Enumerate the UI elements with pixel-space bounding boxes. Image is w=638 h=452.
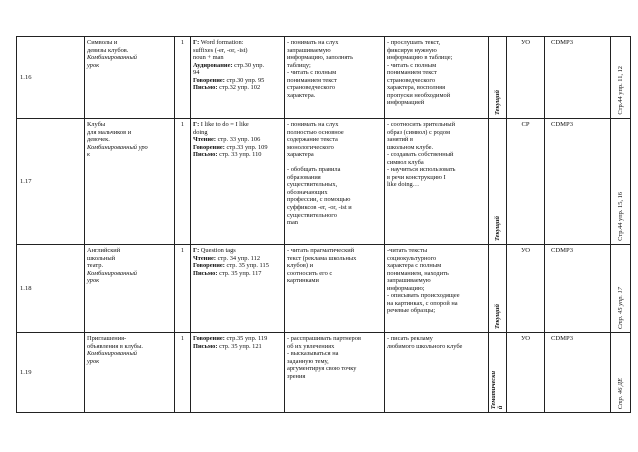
results-line: социокультурного (387, 254, 437, 262)
control-type (489, 37, 507, 119)
homework-text: Стр. 45 упр. 17 (616, 286, 624, 329)
topic-line: урок (87, 357, 100, 365)
material-label: Говорение: (193, 143, 227, 151)
skills-line: - понимать на слух (287, 121, 339, 128)
material-label: Чтение: (193, 254, 218, 262)
skills-line: - высказываться на (287, 350, 339, 358)
results-line: - описывать происходящее (387, 292, 460, 300)
control-form: УО (507, 37, 545, 119)
skills-line: об их увлечениях (287, 342, 335, 350)
material-label: Говорение: (193, 262, 227, 270)
expected-results (385, 245, 489, 333)
skills-line: пониманием текст (287, 76, 337, 84)
material-line (193, 335, 282, 343)
material-line (193, 136, 282, 144)
material-text: doing (193, 128, 208, 136)
lesson-number: 1.19 (17, 333, 85, 413)
language-material (191, 333, 285, 413)
skills-line: образования (287, 173, 321, 181)
results-line: - соотносить зрительный (387, 121, 456, 128)
lesson-topic (85, 119, 175, 245)
material-line (193, 262, 282, 270)
lesson-plan-table (16, 36, 631, 413)
material-line (193, 144, 282, 152)
material-line (193, 84, 282, 92)
homework-text: Стр.44 упр. 11, 12 (616, 66, 624, 115)
material-label: Письмо: (193, 151, 220, 159)
skills-line: - расспрашивать партнеров (287, 335, 361, 342)
results-line: - писать рекламу (387, 335, 433, 342)
material-text: стр. 33 упр. 106 (217, 136, 261, 144)
skills-line: существительного (287, 211, 337, 219)
topic-line: для мальчиков и (87, 128, 132, 136)
hours-count: 1 (175, 37, 191, 119)
control-form: СР (507, 119, 545, 245)
material-label: Г: (193, 121, 201, 128)
homework (611, 119, 631, 245)
skills-line: характера. (287, 91, 316, 99)
media-resources: CDMP3 (545, 37, 611, 119)
material-line (193, 47, 282, 55)
skills-line: man (287, 219, 299, 227)
material-label: Письмо: (193, 269, 220, 277)
topic-line: девизы клубов. (87, 46, 129, 54)
results-line: информацию; (387, 284, 425, 292)
results-line: страноведческого (387, 76, 436, 84)
results-line: характера, восполняя (387, 84, 446, 92)
skills-line: клубов) и (287, 262, 314, 270)
material-text: стр.30 упр. (234, 61, 265, 69)
control-type-text: Тематически (490, 370, 498, 409)
hours-count: 1 (175, 333, 191, 413)
results-line: - прослушать текст, (387, 39, 441, 46)
material-line (193, 62, 282, 70)
skills-description (285, 333, 385, 413)
material-line (193, 77, 282, 85)
skills-line: информацию, заполнять (287, 54, 353, 62)
topic-line: девочек. (87, 136, 110, 144)
skills-line: содержание текста (287, 136, 338, 144)
material-line (193, 247, 282, 255)
material-label: Чтение: (193, 136, 218, 144)
language-material (191, 119, 285, 245)
skills-line: текст (реклама школьных (287, 254, 357, 262)
lesson-topic (85, 37, 175, 119)
homework (611, 37, 631, 119)
material-label: Письмо: (193, 84, 220, 92)
material-label: Г: (193, 247, 201, 254)
topic-line: Комбинированный (87, 269, 137, 277)
material-text: Word formation: (200, 39, 244, 46)
skills-line: характера (287, 151, 314, 159)
topic-line: Символы и (87, 39, 118, 46)
material-text: стр. 35 упр. 115 (226, 262, 269, 270)
control-type-text: Текущий (493, 303, 501, 329)
homework-text: Стр. 46 ДЕ (616, 377, 624, 409)
results-line: пропуски необходимой (387, 91, 451, 99)
material-label: Аудирование: (193, 61, 235, 69)
expected-results (385, 119, 489, 245)
material-text: стр.33 упр. 109 (226, 143, 268, 151)
material-line (193, 121, 282, 129)
media-resources: CDMP3 (545, 119, 611, 245)
language-material (191, 37, 285, 119)
material-text: стр. 35 упр. 117 (219, 269, 262, 277)
material-line (193, 343, 282, 351)
skills-line: профессии, с помощью (287, 196, 351, 204)
material-text: стр.32 упр. 102 (219, 84, 261, 92)
control-type-label (490, 371, 504, 409)
skills-line: монологического (287, 143, 334, 151)
results-line: запрашиваемую (387, 277, 431, 285)
material-text: стр. 35 упр. 121 (219, 342, 262, 350)
skills-line: запрашиваемую (287, 46, 331, 54)
language-material (191, 245, 285, 333)
material-label: Г: (193, 39, 201, 46)
material-label: Говорение: (193, 335, 227, 342)
material-line (193, 54, 282, 62)
lesson-topic (85, 333, 175, 413)
results-line: фиксируя нужную (387, 46, 437, 54)
table-row (17, 245, 631, 333)
topic-line: урок (87, 277, 100, 285)
skills-line: таблицу; (287, 61, 311, 69)
material-line (193, 270, 282, 278)
lesson-number: 1.16 (17, 37, 85, 119)
results-line: любимого школьного клубе (387, 342, 463, 350)
skills-line: - понимать на слух (287, 39, 339, 46)
material-label: Говорение: (193, 76, 227, 84)
skills-line: полностью основное (287, 128, 344, 136)
results-line: - читать с полным (387, 61, 437, 69)
material-text: стр.35 упр. 119 (226, 335, 268, 342)
control-type-label (494, 304, 501, 329)
table-row (17, 333, 631, 413)
homework-text: Стр.44 упр. 15, 16 (616, 192, 624, 241)
skills-description (285, 245, 385, 333)
hours-count: 1 (175, 245, 191, 333)
control-type-label (494, 90, 501, 115)
skills-line: обозначающих (287, 188, 328, 196)
skills-line: суффиксов -er, -or, -ist и (287, 203, 352, 211)
material-text: I like to do = I like (200, 121, 249, 128)
lesson-number: 1.17 (17, 119, 85, 245)
topic-line: Комбинированный (87, 350, 137, 358)
material-text: стр.30 упр. 95 (226, 76, 265, 84)
results-line: пониманием, находить (387, 269, 449, 277)
results-line: образ (символ) с родом (387, 128, 451, 136)
results-line: информацию в таблице; (387, 54, 453, 62)
homework (611, 333, 631, 413)
homework (611, 245, 631, 333)
results-line: like doing… (387, 181, 420, 189)
topic-line: Комбинированный уро (87, 143, 148, 151)
results-line: пониманием текст (387, 69, 437, 77)
material-text: Question tags (200, 247, 236, 254)
skills-line: аргументируя свою точку (287, 365, 357, 373)
material-line (193, 129, 282, 137)
material-line (193, 39, 282, 47)
topic-line: школьный (87, 254, 116, 262)
results-line: -читать тексты (387, 247, 428, 254)
skills-line: - обобщать правила (287, 166, 341, 174)
media-resources: CDMP3 (545, 333, 611, 413)
material-text: 94 (193, 69, 200, 77)
control-type-text: Текущий (493, 215, 501, 241)
results-line: информацией (387, 99, 425, 107)
material-text: noun + man (193, 54, 224, 62)
topic-line: Английский (87, 247, 121, 254)
skills-line: - читать с полным (287, 69, 337, 77)
results-line: на картинках, с опорой на (387, 299, 458, 307)
results-line: символ клуба (387, 158, 424, 166)
control-form: УО (507, 245, 545, 333)
control-type-text: Текущий (493, 89, 501, 115)
skills-line: соотносить его с (287, 269, 333, 277)
skills-description (285, 119, 385, 245)
results-line: - создавать собственный (387, 151, 454, 159)
lesson-number: 1.18 (17, 245, 85, 333)
control-type (489, 245, 507, 333)
table-row (17, 119, 631, 245)
control-form: УО (507, 333, 545, 413)
topic-line: объявления в клубы. (87, 342, 144, 350)
skills-description (285, 37, 385, 119)
expected-results (385, 37, 489, 119)
results-line: занятий в (387, 136, 413, 144)
table-row (17, 37, 631, 119)
topic-line: урок (87, 61, 100, 69)
control-type-text: й (497, 405, 505, 409)
topic-line: Клубы (87, 121, 106, 128)
material-text: suffixes (-er, -or, -ist) (193, 46, 248, 54)
control-type (489, 333, 507, 413)
expected-results (385, 333, 489, 413)
hours-count: 1 (175, 119, 191, 245)
skills-line (287, 159, 382, 167)
skills-line: картинками (287, 277, 319, 285)
lesson-topic (85, 245, 175, 333)
material-line (193, 255, 282, 263)
topic-line: театр. (87, 262, 104, 270)
control-type (489, 119, 507, 245)
media-resources: CDMP3 (545, 245, 611, 333)
results-line: характера с полным (387, 262, 442, 270)
results-line: - научиться использовать (387, 166, 456, 174)
material-text: стр. 33 упр. 110 (219, 151, 262, 159)
material-line (193, 151, 282, 159)
control-type-label (494, 216, 501, 241)
topic-line: Приглашения- (87, 335, 127, 342)
skills-line: существительных, (287, 181, 338, 189)
material-label: Письмо: (193, 342, 220, 350)
results-line: речевые образцы; (387, 307, 436, 315)
skills-line: страноведческого (287, 84, 336, 92)
results-line: школьном клубе. (387, 143, 434, 151)
skills-line: - читать прагматический (287, 247, 355, 254)
material-text: стр. 34 упр. 112 (217, 254, 261, 262)
skills-line: зрения (287, 372, 306, 380)
skills-line: заданную тему, (287, 357, 329, 365)
material-line (193, 69, 282, 77)
topic-line: Комбинированный (87, 54, 137, 62)
results-line: в речи конструкцию I (387, 173, 446, 181)
topic-line: к (87, 151, 90, 159)
